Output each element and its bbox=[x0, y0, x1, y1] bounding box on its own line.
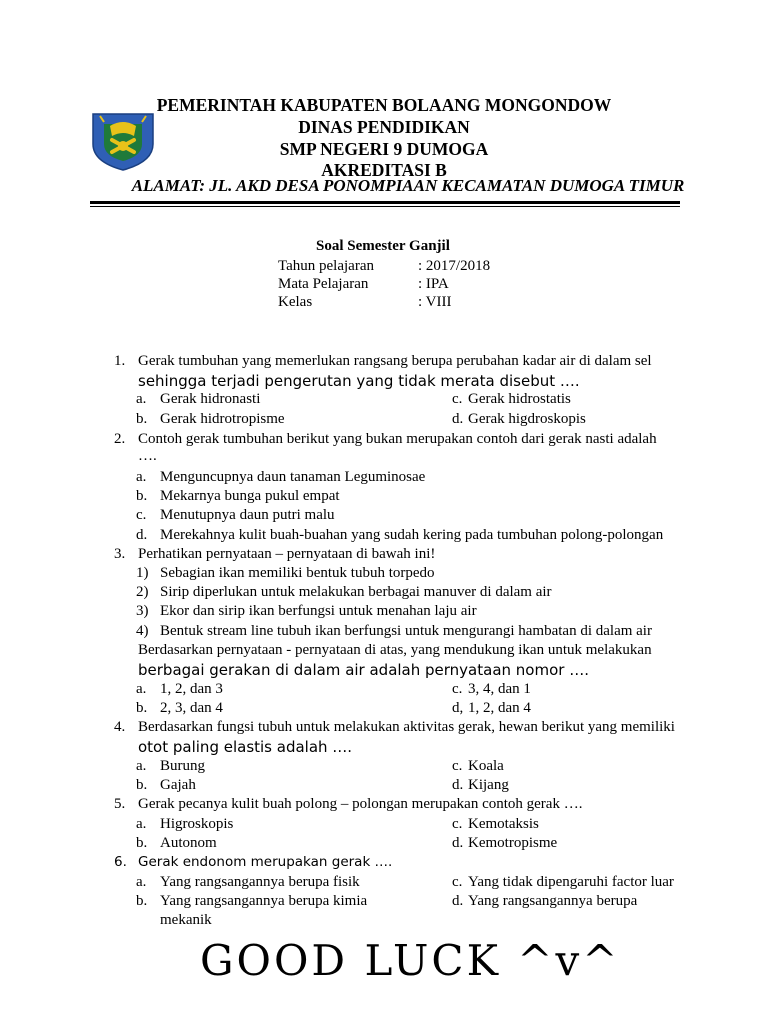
option-text: Kemotaksis bbox=[468, 816, 539, 832]
option-text: Merekahnya kulit buah-buahan yang sudah kering pada tumbuhan polong-polongan bbox=[160, 527, 664, 543]
option-letter: d. bbox=[452, 893, 464, 909]
statement-text: Sirip diperlukan untuk melakukan berbagai manuver di dalam air bbox=[160, 584, 552, 600]
question-text: Gerak pecanya kulit buah polong – polongan merupakan contoh gerak …. bbox=[138, 796, 583, 812]
option-text: Autonom bbox=[160, 835, 217, 851]
option-letter: a. bbox=[136, 874, 147, 890]
option-text: Koala bbox=[468, 758, 504, 774]
option-text: 1, 2, dan 4 bbox=[468, 700, 531, 716]
header-divider-thick bbox=[90, 201, 680, 204]
option-letter: d. bbox=[452, 411, 464, 427]
info-value: : VIII bbox=[418, 294, 452, 310]
question-text: Berdasarkan fungsi tubuh untuk melakukan aktivitas gerak, hewan berikut yang memiliki bbox=[138, 719, 675, 735]
statement-number: 2) bbox=[136, 584, 149, 600]
info-value: : IPA bbox=[418, 276, 449, 292]
statement-text: Sebagian ikan memiliki bentuk tubuh torpedo bbox=[160, 565, 435, 581]
option-text: 3, 4, dan 1 bbox=[468, 681, 531, 697]
option-letter: b. bbox=[136, 700, 148, 716]
question-text: Gerak tumbuhan yang memerlukan rangsang berupa perubahan kadar air di dalam sel bbox=[138, 353, 652, 369]
question-text-continued: sehingga terjadi pengerutan yang tidak merata disebut …. bbox=[138, 372, 580, 390]
option-text: Burung bbox=[160, 758, 205, 774]
option-text: Menguncupnya daun tanaman Leguminosae bbox=[160, 469, 426, 485]
header-line-government: PEMERINTAH KABUPATEN BOLAANG MONGONDOW bbox=[156, 95, 612, 115]
option-text-continued: mekanik bbox=[160, 912, 212, 928]
good-luck-message: GOOD LUCK ^v^ bbox=[200, 936, 621, 985]
question-text-continued: …. bbox=[138, 448, 157, 464]
option-text: Yang rangsangannya berupa bbox=[468, 893, 638, 909]
info-label: Tahun pelajaran bbox=[278, 258, 374, 274]
header-line-department: DINAS PENDIDIKAN bbox=[298, 117, 470, 137]
question-text: Contoh gerak tumbuhan berikut yang bukan merupakan contoh dari gerak nasti adalah bbox=[138, 431, 657, 447]
statement-number: 4) bbox=[136, 623, 149, 639]
option-letter: b. bbox=[136, 777, 148, 793]
option-letter: d. bbox=[452, 835, 464, 851]
statement-number: 3) bbox=[136, 603, 149, 619]
option-text: Higroskopis bbox=[160, 816, 234, 832]
option-letter: b. bbox=[136, 411, 148, 427]
header-divider-thin bbox=[90, 206, 680, 207]
info-label: Kelas bbox=[278, 294, 313, 310]
option-text: Gerak hidrostatis bbox=[468, 391, 571, 407]
exam-title: Soal Semester Ganjil bbox=[316, 238, 450, 254]
question-text: Gerak endonom merupakan gerak …. bbox=[138, 854, 393, 870]
option-letter: a. bbox=[136, 816, 147, 832]
option-text: Kijang bbox=[468, 777, 509, 793]
option-letter: b. bbox=[136, 893, 148, 909]
option-text: 2, 3, dan 4 bbox=[160, 700, 223, 716]
question-number: 2. bbox=[114, 431, 126, 447]
header-line-school: SMP NEGERI 9 DUMOGA bbox=[279, 139, 489, 159]
option-letter: a. bbox=[136, 391, 147, 407]
option-text: Gajah bbox=[160, 777, 196, 793]
option-letter: c. bbox=[452, 816, 463, 832]
option-letter: c. bbox=[452, 758, 463, 774]
question-number: 6. bbox=[114, 854, 127, 870]
option-letter: a. bbox=[136, 469, 147, 485]
question-text-continued: berbagai gerakan di dalam air adalah pernyataan nomor …. bbox=[138, 661, 589, 679]
option-letter: c. bbox=[452, 391, 463, 407]
statement-text: Bentuk stream line tubuh ikan berfungsi untuk mengurangi hambatan di dalam air bbox=[160, 623, 652, 639]
question-text-continued: Berdasarkan pernyataan - pernyataan di atas, yang mendukung ikan untuk melakukan bbox=[138, 642, 652, 658]
option-letter: d. bbox=[452, 777, 464, 793]
info-label: Mata Pelajaran bbox=[278, 276, 369, 292]
option-letter: c. bbox=[452, 874, 463, 890]
option-text: Gerak hidronasti bbox=[160, 391, 261, 407]
option-text: Yang rangsangannya berupa kimia bbox=[160, 893, 368, 909]
question-text-continued: otot paling elastis adalah …. bbox=[138, 738, 353, 756]
option-letter: c. bbox=[452, 681, 463, 697]
option-text: Gerak hidrotropisme bbox=[160, 411, 285, 427]
statement-text: Ekor dan sirip ikan berfungsi untuk menahan laju air bbox=[160, 603, 477, 619]
option-letter: a. bbox=[136, 758, 147, 774]
option-text: Mekarnya bunga pukul empat bbox=[160, 488, 340, 504]
option-letter: b. bbox=[136, 488, 148, 504]
option-letter: a. bbox=[136, 681, 147, 697]
info-value: : 2017/2018 bbox=[418, 258, 491, 274]
option-letter: d. bbox=[136, 527, 148, 543]
question-number: 4. bbox=[114, 719, 126, 735]
header-line-accreditation: AKREDITASI B bbox=[321, 160, 447, 180]
question-number: 1. bbox=[114, 353, 126, 369]
option-text: Kemotropisme bbox=[468, 835, 558, 851]
option-letter: d, bbox=[452, 700, 464, 716]
option-text: Yang rangsangannya berupa fisik bbox=[160, 874, 360, 890]
option-letter: b. bbox=[136, 835, 148, 851]
option-text: 1, 2, dan 3 bbox=[160, 681, 223, 697]
option-text: Menutupnya daun putri malu bbox=[160, 507, 335, 523]
school-address: ALAMAT: JL. AKD DESA PONOMPIAAN KECAMATAN DUMOGA TIMUR bbox=[131, 176, 685, 195]
option-letter: c. bbox=[136, 507, 147, 523]
question-number: 5. bbox=[114, 796, 126, 812]
statement-number: 1) bbox=[136, 565, 149, 581]
option-text: Gerak higdroskopis bbox=[468, 411, 586, 427]
option-text: Yang tidak dipengaruhi factor luar bbox=[468, 874, 674, 890]
question-text: Perhatikan pernyataan – pernyataan di bawah ini! bbox=[138, 546, 436, 562]
question-number: 3. bbox=[114, 546, 126, 562]
